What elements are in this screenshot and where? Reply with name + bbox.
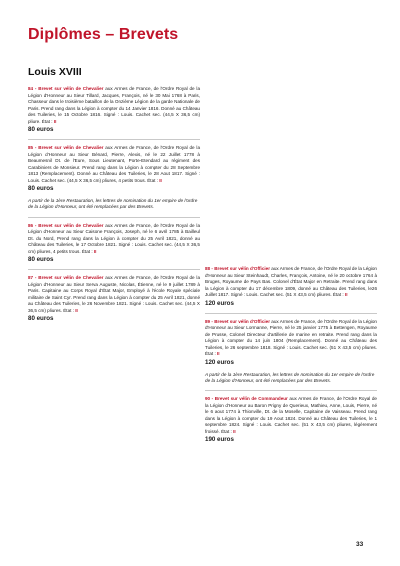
lot-condition: II — [217, 351, 220, 356]
restoration-note: A partir de la 1ère Restauration, les lettres de nomination du 1er empire de l'ordre de la Légion d'Honneur, ont été remplacées par des Brevets. — [205, 371, 375, 383]
lot-condition: II — [159, 177, 162, 183]
lot-description: aux Armes de France, de l'Ordre Royal de la Légion d'Honneur au Sieur Caisone François, Joseph, né le 6 avril 1785 à Bailleul Dt. du Nord, Prend rang dans la Légion à compter du 25 Avril 1821, donné au Château des Tuileries, le 17 Octobre 1821. Signé : Louis. Cachet sec. (44,5 X 36,5 cm) pliures, 4 petits trous. État : — [28, 222, 200, 254]
lot-heading: 88 - Brevet sur vélin d'Officier — [205, 266, 270, 271]
left-column — [28, 86, 200, 328]
lot-price: 120 euros — [205, 299, 234, 307]
lot-price: 120 euros — [205, 358, 234, 366]
lot-heading: 87 - Brevet sur vélin de Chevalier — [28, 275, 104, 281]
lot-condition: II — [344, 292, 348, 297]
lot-price: 80 euros — [28, 185, 54, 192]
lot-price: 80 euros — [28, 256, 54, 264]
lot-heading: 84 - Brevet sur vélin de Chevalier — [28, 86, 104, 91]
lot-condition: II — [93, 248, 97, 254]
divider — [28, 269, 200, 270]
page-title: Diplômes – Brevets — [28, 26, 179, 43]
lot-89 — [205, 319, 377, 367]
lot-heading: 89 - Brevet sur vélin d'Officier — [205, 318, 270, 324]
lot-87 — [28, 275, 200, 323]
lot-description: aux Armes de France, de l'Ordre Royal de la Légion d'Honneur au Sieur Serva Auguste, Nicolas, Étienne, né le 9 juillet 1789 à Paris. Capitaine au Corps Royal d'État Major, Employé à l'école Royale spéciale militaire de Saint Cyr. Prend rang dans la Légion à compter du 25 Avril 1821, donné au Château des Tuileries, le 26 Novembre 1821. Signé : Louis. Cachet sec. (44,5 X 36,5 cm) pliures. État : — [28, 275, 200, 313]
lot-price: 190 euros — [205, 436, 234, 444]
lot-86 — [28, 223, 200, 265]
lot-condition: II — [233, 428, 236, 434]
lot-description: aux Armes de France, de l'Ordre Royal de la Légion d'Honneur au Sieur Steinhaudt, Charles, François, Antoine, né le 20 octobre 1764 à Bruges, Royaume de Pays Bas. Colonel d'État Major en Retraite. Prend rang dans la Légion à compter du 17 décembre 1809, donné au Château des Tuileries, le26 Juillet 1817. Signé : Louis. Cachet sec. (51 X 43,5 cm) pliures. État : — [205, 266, 377, 297]
section-title: Louis XVIII — [28, 66, 82, 78]
lot-description: aux Armes de France, de l'Ordre Royal de la Légion d'Honneur au Baron Prigny de Querieux, Mathieu, Anne, Louis, Pierre, né le 6 aout 1774 à Thionville, Dt. de la Moselle, Capitaine de Vaisseau. Prend rang dans la Légion à compter du 19 Aout 1824. Donné au Château des Tuileries, le 1 septembre 1824. Signé : Louis. Cachet sec. (51 X 43,5 cm) pliures, légèrement froissé. État : — [205, 396, 377, 434]
divider — [28, 139, 200, 140]
lot-price: 80 euros — [28, 315, 54, 323]
lot-description: aux Armes de France, de l'Ordre Royal de la Légion d'Honneur au Sieur Lormanne, Pierre, né le 25 janvier 1775 à Bettengen, Royaume de Prusse, Colonel Directeur d'artillerie de marine en retraite. Prend rang dans la Légion à compter du 14 juin 1804 (Remplacement). Donné au Château des Tuileries, le 26 septembre 1818. Signé : Louis. Cachet sec. (51 X 43,5 cm) pliures. État : — [205, 318, 377, 356]
divider — [205, 390, 377, 391]
lot-description: aux Armes de France, de l'Ordre Royal de la Légion d'Honneur au Sieur Tillard, Jacques, François, né le 30 Mai 1768 à Paris, Chasseur dans le troisième bataillon de la Onzième Légion de la garde Nationale de Paris. Prend rang dans la Légion à compter du 14 Janvier 1816. Donné au Château des Tuileries, le 15 Octobre 1816. Signé : Louis. Cachet sec. (44,5 X 36,5 cm) pliure. État : — [28, 86, 200, 124]
lot-85 — [28, 145, 200, 193]
lot-price: 80 euros — [28, 126, 54, 133]
lot-heading: 86 - Brevet sur vélin de Chevalier — [28, 222, 104, 228]
lot-heading: 90 - Brevet sur vélin de Commandeur — [205, 396, 288, 402]
lot-88 — [205, 266, 377, 308]
right-column — [205, 266, 377, 449]
lot-condition: II — [53, 118, 57, 124]
lot-84 — [28, 86, 200, 134]
restoration-note: A partir de la 1ère Restauration, les lettres de nomination du 1er empire de l'ordre de la Légion d'Honneur, ont été remplacées par des Brevets. — [28, 198, 198, 210]
lot-heading: 85 - Brevet sur vélin de Chevalier — [28, 145, 104, 150]
divider — [28, 217, 200, 218]
lot-description: aux Armes de France, de l'Ordre Royal de la Légion d'Honneur au Sieur Bénard, Pierre, Alexis, né le 22 Juillet 1778 à Beaumesnil Dt. de l'Eure, Sous Lieutenant, Porte-Etendard au régiment des Carabiniers de Monsieur. Prend rang dans la Légion à compter du 28 Septembre 1813 (Remplacement). Donné au Château des Tuileries, le 28 Aout 1817. Signé : Louis. Cachet sec. (44,5 X 36,5 cm) pliures, 4 petits trous. État : — [28, 145, 200, 183]
lot-90 — [205, 396, 377, 444]
divider — [205, 313, 377, 314]
page-number: 33 — [356, 541, 364, 548]
lot-condition: II — [75, 307, 78, 313]
